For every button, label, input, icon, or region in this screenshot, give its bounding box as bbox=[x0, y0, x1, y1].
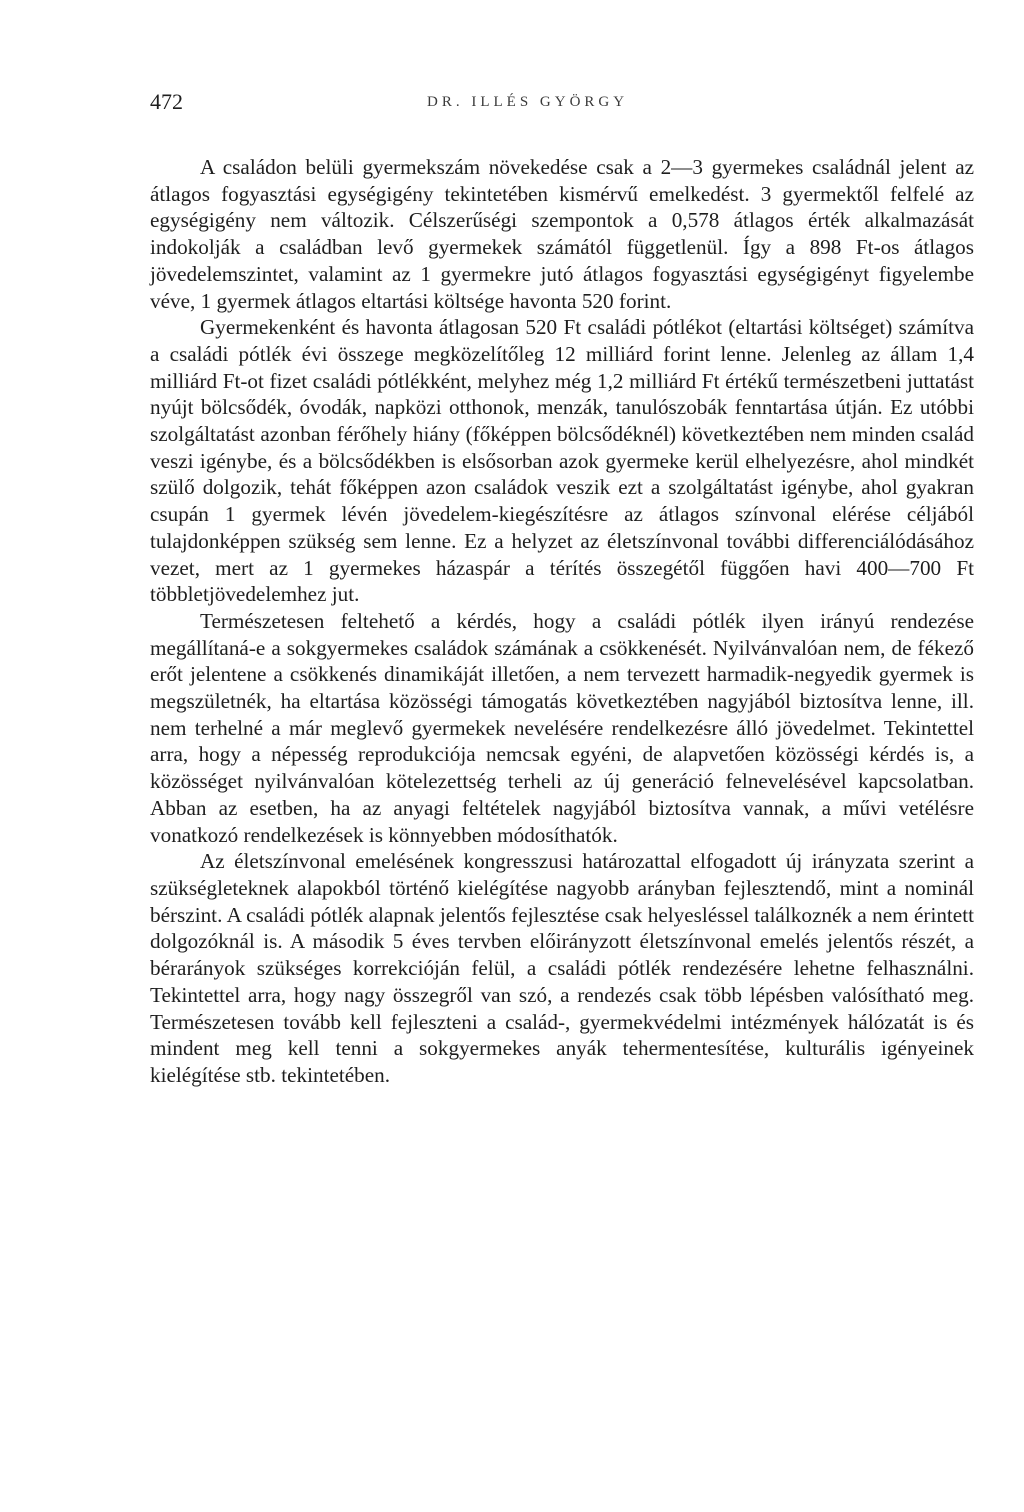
paragraph-1: A családon belüli gyermekszám növekedése csak a 2—3 gyermekes családnál jelent az átlagos fogyasztási egységigény tekintetében kismérvű emelkedést. 3 gyermektől felfelé az egységigény nem változik. Célszerűségi szempontok a 0,578 átlagos érték alkalmazását indokolják a családban levő gyermekek számától függetlenül. Így a 898 Ft-os átlagos jövedelemszintet, valamint az 1 gyermekre jutó átlagos fogyasztási egységigényt figyelembe véve, 1 gyermek átlagos eltartási költsége havonta 520 forint. bbox=[150, 155, 974, 313]
body-text bbox=[150, 154, 974, 1089]
page-number: 472 bbox=[150, 89, 183, 114]
paragraph-2: Gyermekenként és havonta átlagosan 520 Ft családi pótlékot (eltartási költséget) számítva a családi pótlék évi összege megközelítőleg 12 milliárd forint lenne. Jelenleg az állam 1,4 milliárd Ft-ot fizet családi pótlékként, melyhez még 1,2 milliárd Ft értékű természetbeni juttatást nyújt bölcsődék, óvodák, napközi otthonok, menzák, tanulószobák fenntartása útján. Ez utóbbi szolgáltatást azonban férőhely hiány (főképpen bölcsődéknél) következtében nem minden család veszi igénybe, és a bölcsődékben is elsősorban azok gyermeke kerül elhelyezésre, ahol mindkét szülő dolgozik, tehát főképpen azon családok veszik ezt a szolgáltatást igénybe, ahol gyakran csupán 1 gyermek lévén jövedelem-kiegészítésre az átlagos színvonal elérése céljából tulajdonképpen szükség sem lenne. Ez a helyzet az életszínvonal további differenciálódásához vezet, mert az 1 gyermekes házaspár a térítés összegétől függően havi 400—700 Ft többletjövedelemhez jut. bbox=[150, 315, 974, 607]
running-head: DR. ILLÉS GYÖRGY bbox=[427, 94, 629, 110]
paragraph-4: Az életszínvonal emelésének kongresszusi határozattal elfogadott új irányzata szerint a szükségleteknek alapokból történő kielégítése nagyobb arányban fejlesztendő, mint a nominál bérszint. A családi pótlék alapnak jelentős fejlesztése csak helyesléssel találkoznék a nem érintett dolgozóknál is. A második 5 éves tervben előirányzott életszínvonal emelés jelentős részét, a bérarányok szükséges korrekcióján felül, a családi pótlék rendezésére lehetne felhasználni. Tekintettel arra, hogy nagy összegről van szó, a rendezés csak több lépésben valósítható meg. Természetesen tovább kell fejleszteni a család-, gyermekvédelmi intézmények hálózatát is és mindent meg kell tenni a sokgyermekes anyák tehermentesítése, kulturális igényeinek kielégítése stb. tekintetében. bbox=[150, 849, 974, 1087]
page-header bbox=[150, 88, 870, 116]
paragraph-3: Természetesen feltehető a kérdés, hogy a családi pótlék ilyen irányú rendezése megállítaná-e a sokgyermekes családok számának a csökkenését. Nyilvánvalóan nem, de fékező erőt jelentene a csökkenés dinamikáját illetően, a nem tervezett harmadik-negyedik gyermek is megszületnék, ha eltartása közösségi támogatás következtében nagyjából biztosítva lenne, ill. nem terhelné a már meglevő gyermekek nevelésére rendelkezésre álló jövedelmet. Tekintettel arra, hogy a népesség reprodukciója nemcsak egyéni, de alapvetően közösségi kérdés is, a közösséget nyilvánvalóan kötelezettség terheli az új generáció felnevelésével kapcsolatban. Abban az esetben, ha az anyagi feltételek nagyjából biztosítva vannak, a művi vetélésre vonatkozó rendelkezések is könnyebben módosíthatók. bbox=[150, 608, 974, 847]
